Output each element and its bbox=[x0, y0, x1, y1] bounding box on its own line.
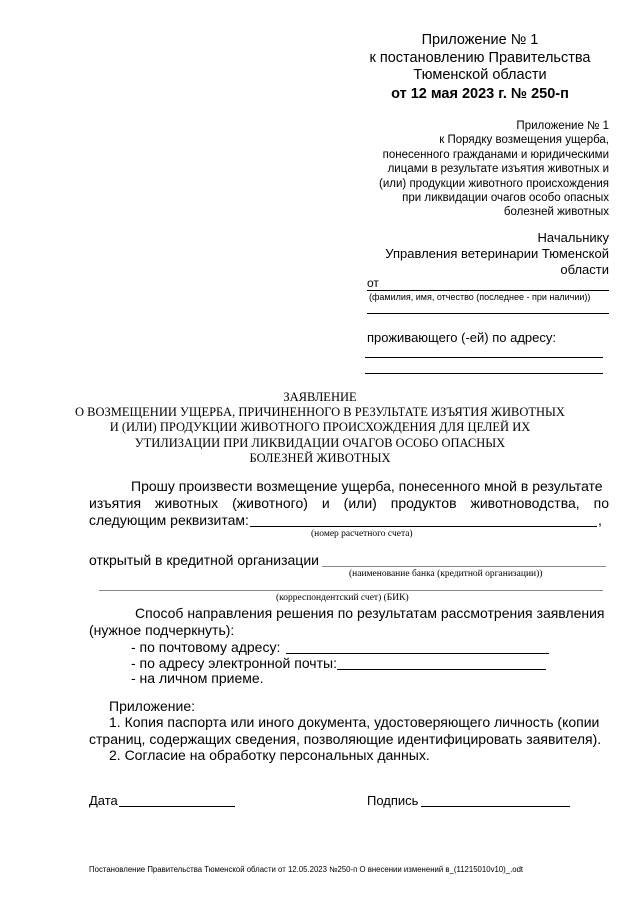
date-label: Дата bbox=[89, 793, 118, 808]
method-line-2: (нужное подчеркнуть): bbox=[89, 622, 235, 638]
title-line: УТИЛИЗАЦИИ ПРИ ЛИКВИДАЦИИ ОЧАГОВ ОСОБО ОПАСНЫХ bbox=[134, 435, 506, 450]
date-field[interactable] bbox=[119, 806, 235, 807]
annex-line: лицами в результате изъятия животных и bbox=[387, 163, 609, 176]
signature-label: Подпись bbox=[367, 793, 419, 808]
annex-block bbox=[309, 119, 609, 220]
request-line-1: Прошу произвести возмещение ущерба, понесенного мной в результате bbox=[131, 478, 603, 494]
bank-hint: (наименование банка (кредитной организации)) bbox=[349, 569, 543, 579]
account-number-field[interactable] bbox=[250, 526, 597, 527]
from-underline[interactable] bbox=[367, 290, 609, 291]
annex-line: при ликвидации очагов особо опасных bbox=[402, 192, 609, 205]
annex-line: Приложение № 1 bbox=[516, 120, 609, 132]
account-comma: , bbox=[598, 512, 602, 528]
title-line: И (ИЛИ) ПРОДУКЦИИ ЖИВОТНОГО ПРОИСХОЖДЕНИЯ ДЛЯ ЦЕЛЕЙ ИХ bbox=[109, 420, 531, 435]
bank-label: открытый в кредитной организации bbox=[89, 552, 319, 568]
attachment-1-line-2: страниц, содержащих сведения, позволяющие идентифицировать заявителя). bbox=[89, 731, 602, 747]
method-line-1: Способ направления решения по результатам рассмотрения заявления bbox=[135, 605, 605, 621]
residence-underline-2[interactable] bbox=[365, 373, 603, 374]
title-line: ЗАЯВЛЕНИЕ bbox=[283, 390, 357, 404]
from-hint: (фамилия, имя, отчество (последнее - при наличии)) bbox=[369, 292, 591, 302]
account-hint: (номер расчетного счета) bbox=[311, 529, 413, 539]
attachment-2: 2. Согласие на обработку персональных данных. bbox=[109, 747, 430, 763]
annex-line: болезней животных bbox=[503, 206, 609, 219]
email-field[interactable] bbox=[337, 669, 546, 670]
correspondent-hint: (корреспондентский счет) (БИК) bbox=[276, 593, 409, 603]
post-address-field[interactable] bbox=[286, 653, 549, 654]
residence-label: проживающего (-ей) по адресу: bbox=[367, 330, 556, 345]
addressee-line-3: области bbox=[560, 262, 609, 277]
method-email-option[interactable]: - по адресу электронной почты: bbox=[131, 655, 337, 671]
signature-field[interactable] bbox=[421, 806, 570, 807]
footer-note: Постановление Правительства Тюменской области от 12.05.2023 №250-п О внесении изменений в_(11215010v10)_.odt bbox=[89, 865, 524, 874]
from-underline-2[interactable] bbox=[367, 313, 609, 314]
method-post-option[interactable]: - по почтовому адресу: bbox=[131, 639, 281, 655]
request-line-3: следующим реквизитам: bbox=[89, 512, 249, 528]
title-line: БОЛЕЗНЕЙ ЖИВОТНЫХ bbox=[249, 450, 391, 465]
method-personal-option[interactable]: - на личном приеме. bbox=[131, 670, 264, 686]
residence-underline-1[interactable] bbox=[365, 357, 603, 358]
addressee-line-1: Начальнику bbox=[537, 230, 609, 245]
from-label: от bbox=[367, 276, 379, 290]
header-line-2: к постановлению Правительства bbox=[369, 50, 591, 66]
annex-line: к Порядку возмещения ущерба, bbox=[439, 134, 609, 147]
annex-line: (или) продукции животного происхождения bbox=[379, 177, 609, 190]
header-line-1: Приложение № 1 bbox=[421, 32, 539, 48]
correspondent-account-field[interactable] bbox=[99, 590, 603, 591]
header-line-4: от 12 мая 2023 г. № 250-п bbox=[391, 86, 569, 102]
request-line-2 bbox=[89, 495, 609, 511]
title-line: О ВОЗМЕЩЕНИИ УЩЕРБА, ПРИЧИНЕННОГО В РЕЗУЛЬТАТЕ ИЗЪЯТИЯ ЖИВОТНЫХ bbox=[75, 405, 565, 420]
attachments-label: Приложение: bbox=[109, 698, 196, 714]
attachment-1-line-1: 1. Копия паспорта или иного документа, удостоверяющего личность (копии bbox=[109, 714, 600, 730]
annex-line: понесенного гражданами и юридическими bbox=[382, 148, 609, 161]
bank-name-field[interactable] bbox=[322, 566, 606, 567]
addressee-line-2: Управления ветеринарии Тюменской bbox=[385, 246, 609, 261]
document-title bbox=[60, 390, 580, 466]
request-line-2-text: изъятия животных (животного) и (или) продуктов животноводства, по bbox=[89, 495, 609, 511]
header-line-3: Тюменской области bbox=[413, 67, 547, 83]
